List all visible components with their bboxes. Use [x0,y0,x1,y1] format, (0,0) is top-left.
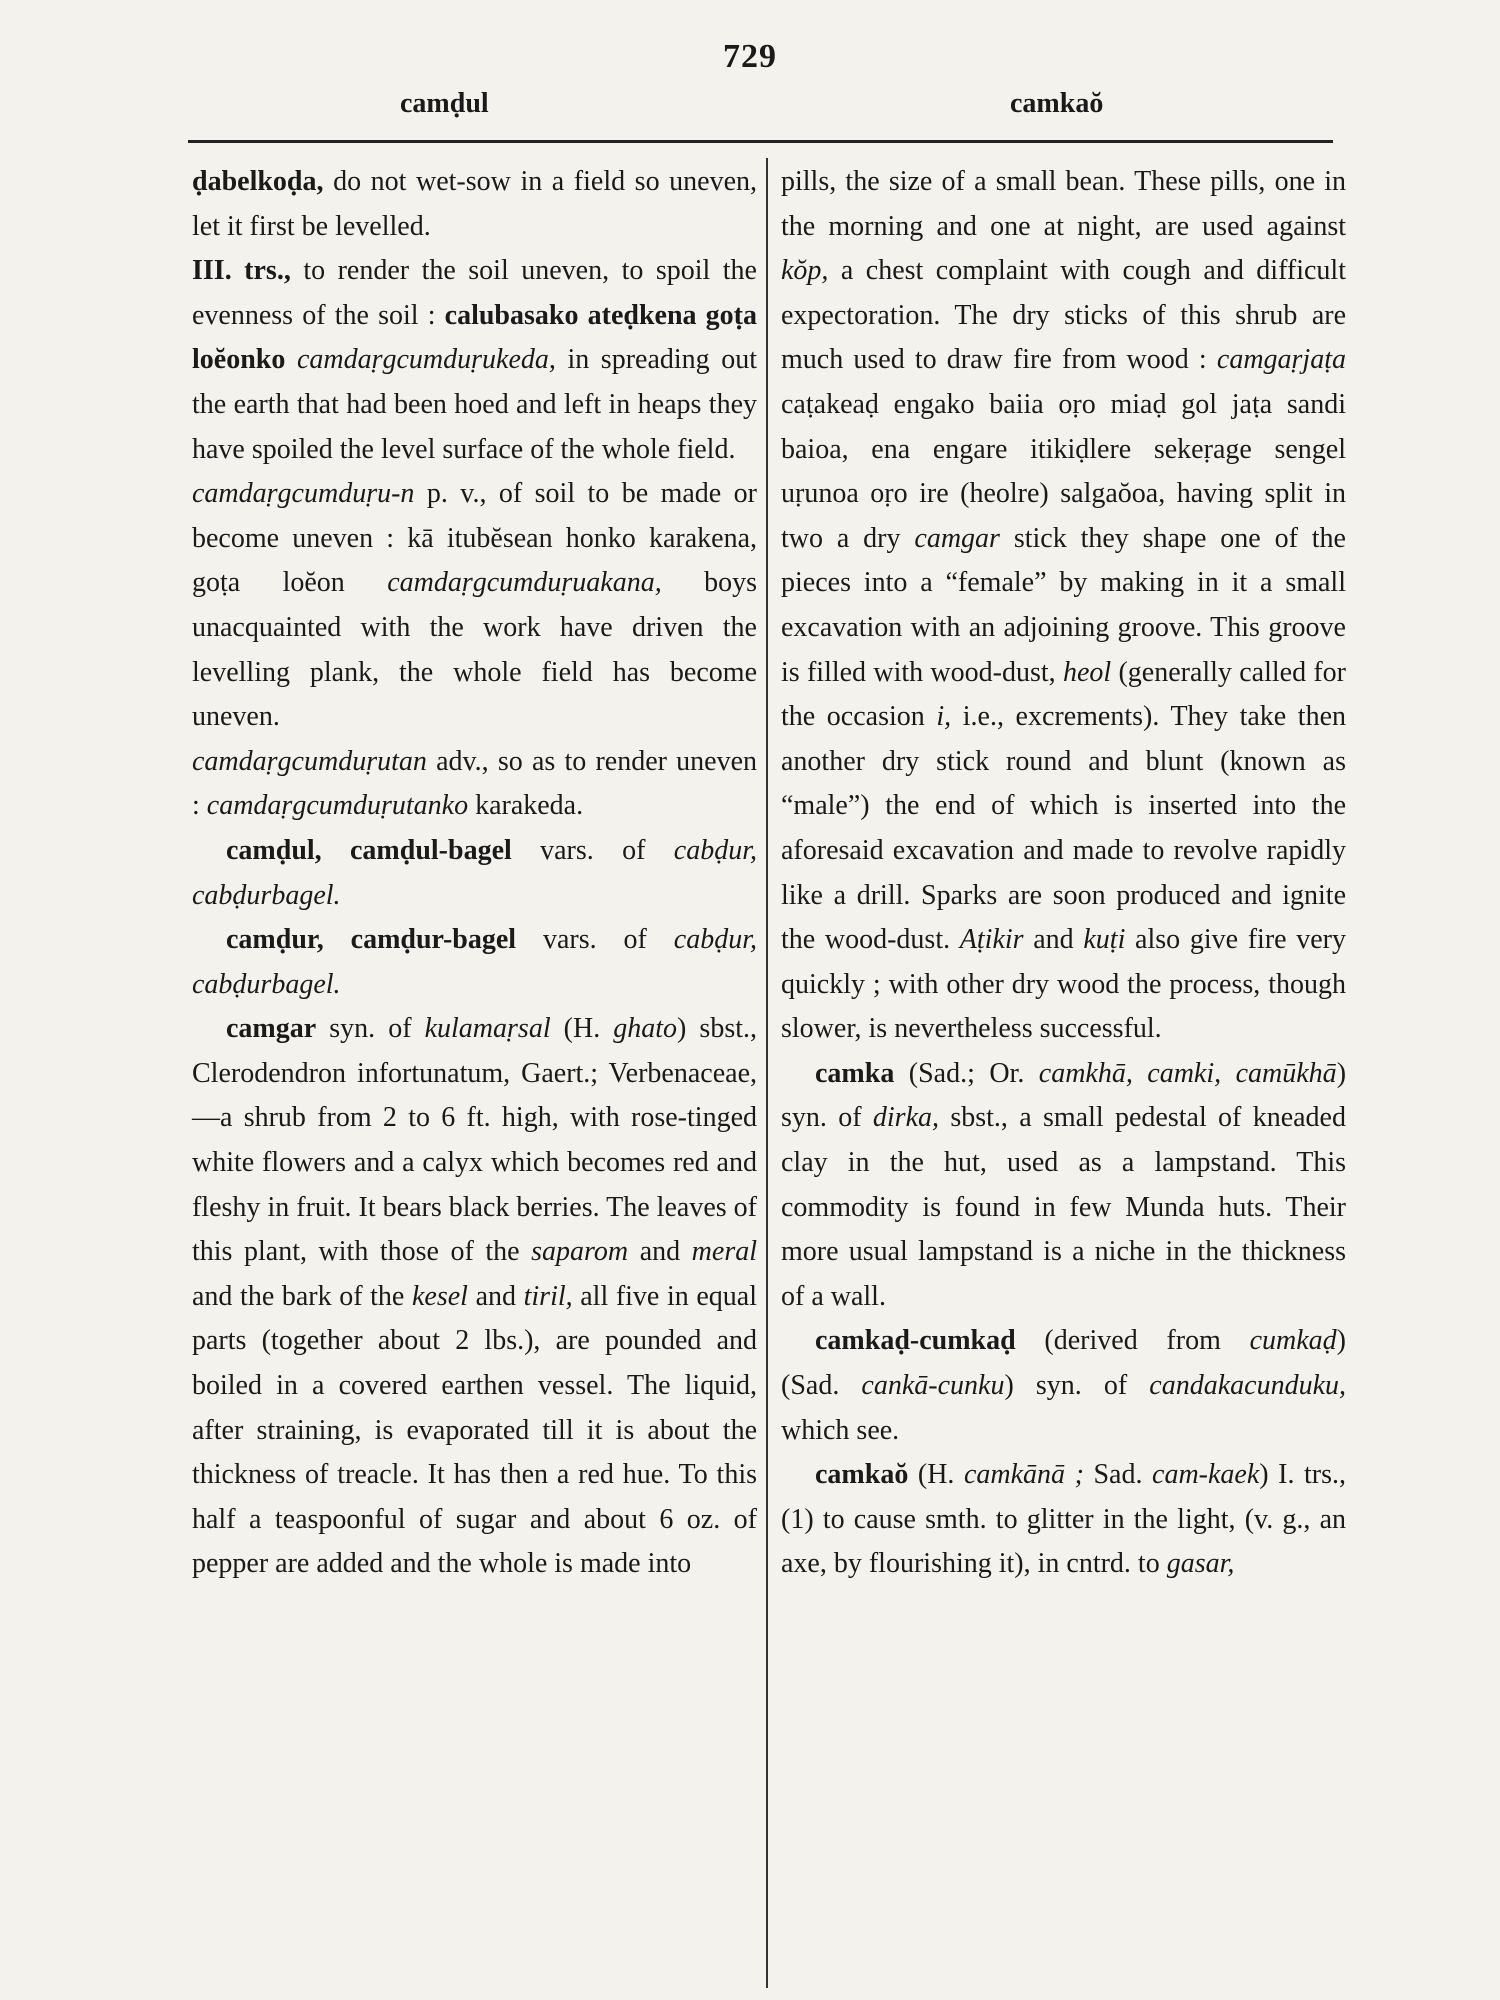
dictionary-paragraph [192,918,757,1007]
entry-text: caṭakeaḍ engako baiia oṛo miaḍ gol jaṭa sandi baioa, ena engare itikiḍlere sekeṛage sengel uṛunoa oṛo ire (heolre) salgaŏoa, having split in two a dry [781,388,1346,554]
entry-text: ) syn. of [781,1057,1347,1134]
italic-term: candakacunduku, [1149,1370,1347,1402]
page-number: 729 [723,38,777,75]
entry-headword: camḍul, camḍul-bagel [226,834,512,866]
entry-text: and [467,1280,524,1312]
entry-text: pills, the size of a small bean. These pills, one in the morning and one at night, are used against [781,166,1346,242]
entry-headword: camkaŏ [815,1459,909,1491]
italic-term: camgaṛjaṭa [1216,344,1346,376]
italic-term: camkānā ; [963,1459,1084,1491]
entry-text: ) I. trs., (1) to cause smth. to glitter in the light, (v. g., an axe, by flourishing it), in cntrd. to [781,1459,1347,1580]
entry-text: and the bark of the [192,1280,412,1312]
entry-text: also give fire very quickly ; with other dry wood the process, though slower, is nevertheless successful. [781,924,1346,1045]
entry-text: and [628,1236,692,1268]
italic-term: camdaṛgcumduṛutan [192,745,427,777]
italic-term: camūkhā [1235,1057,1337,1089]
entry-text: in spreading out the earth that had been hoed and left in heaps they have spoiled the level surface of the whole field. [192,344,758,465]
entry-text: i.e., excrements). They take then another dry stick round and blunt (known as “male”) the end of which is inserted into the aforesaid excavation and made to revolve rapidly like a drill. Sparks are soon produced and ignite the wood-dust. [781,701,1346,956]
dictionary-paragraph [781,1453,1346,1587]
dictionary-paragraph [192,472,757,740]
entry-text: adv., so as to render uneven : [192,745,757,822]
running-headword-right: camkaŏ [1010,88,1104,119]
entry-text: Sad. [1083,1459,1153,1491]
entry-headword: III. trs., [192,255,291,287]
entry-headword: camka [815,1057,895,1089]
dictionary-paragraph [192,829,757,918]
entry-text: sbst., a small pedestal of kneaded clay in the hut, used as a lampstand. This commodity is found in few Munda huts. Their more usual lampstand is a niche in the thickness of a wall. [781,1102,1346,1312]
italic-term: gasar, [1166,1548,1235,1580]
entry-text: (derived from [1015,1325,1250,1357]
entry-text [285,344,297,375]
italic-term: cam-kaek [1152,1459,1260,1491]
entry-text: and [1023,924,1084,956]
italic-term: camdaṛgcumduṛu-n [192,478,415,510]
italic-term: camdaṛgcumduṛuakana, [387,567,662,599]
entry-text: a chest complaint with cough and difficult expectoration. The dry sticks of this shrub are much used to draw fire from wood : [781,255,1346,376]
italic-term: i, [936,701,952,733]
running-headword-left: camḍul [400,88,489,119]
entry-text: (H. [550,1013,614,1045]
entry-text: ) sbst., Clerodendron infortunatum, Gaert.; Verbenaceae,—a shrub from 2 to 6 ft. high, with rose-tinged white flowers and a calyx which becomes red and fleshy in fruit. It bears black berries. The leaves of this plant, with those of the [192,1013,758,1268]
left-column [192,160,757,1587]
italic-term: kŏp, [781,255,829,287]
entry-text: syn. of [316,1013,425,1045]
italic-term: camkhā, camki, [1038,1057,1222,1089]
dictionary-paragraph [192,160,757,249]
entry-headword: ḍabelkoḍa, [192,166,324,197]
italic-term: camdaṛgcumduṛutanko [206,790,469,822]
entry-text: (Sad.; Or. [894,1057,1039,1089]
italic-term: tiril, [523,1280,573,1312]
dictionary-paragraph [781,160,1346,1052]
entry-text: (H. [908,1459,964,1491]
dictionary-paragraph [781,1319,1346,1453]
right-column [781,160,1346,1587]
entry-text: p. v., of soil to be made or become uneven : kā itubĕsean honko karakena, goṭa loĕon [192,478,757,599]
italic-term: cabḍur, cabḍurbagel. [192,924,757,1000]
entry-text: stick they shape one of the pieces into a “female” by making in it a small excavation with an adjoining groove. This groove is filled with wood-dust, [781,522,1346,688]
entry-text: to render the soil uneven, to spoil the evenness of the soil : [192,255,757,331]
dictionary-paragraph [192,249,757,472]
italic-term: kesel [411,1280,468,1312]
italic-term: meral [691,1236,757,1268]
entry-headword: calubasako ateḍkena goṭa loĕonko [192,299,757,376]
entry-text: (generally called for the occasion [781,656,1347,733]
entry-text: vars. of [516,924,674,956]
entry-text: boys unacquainted with the work have driven the levelling plank, the whole field has become uneven. [192,567,757,733]
italic-term: cumkaḍ [1249,1325,1337,1357]
italic-term: kulamaṛsal [424,1013,551,1045]
column-divider [766,158,768,1988]
entry-text: ) syn. of [1004,1370,1150,1402]
italic-term: Aṭikir [959,924,1024,956]
italic-term: ghato [613,1013,678,1045]
entry-text: vars. of [511,834,674,866]
entry-headword: camḍur, camḍur-bagel [226,924,517,956]
dictionary-paragraph [192,1007,757,1587]
entry-text [1221,1058,1235,1089]
entry-text: karakeda. [468,790,584,822]
italic-term: heol [1062,656,1112,688]
entry-text: do not wet-sow in a field so uneven, let it first be levelled. [192,166,757,242]
italic-term: camgar [914,522,1000,554]
entry-text: ) (Sad. [781,1325,1346,1402]
italic-term: kuṭi [1083,924,1126,956]
header-rule [188,140,1333,143]
italic-term: dirka, [872,1102,939,1134]
italic-term: camdaṛgcumduṛukeda, [296,344,556,376]
entry-headword: camgar [226,1013,317,1045]
entry-text: which see. [781,1414,900,1446]
italic-term: saparom [531,1236,629,1268]
entry-headword: camkaḍ-cumkaḍ [815,1325,1016,1357]
entry-text: all five in equal parts (together about 2 lbs.), are pounded and boiled in a covered earthen vessel. The liquid, after straining, is evaporated till it is about the thickness of treacle. It has then a red hue. To this half a teaspoonful of sugar and about 6 oz. of pepper are added and the whole is made into [192,1280,757,1580]
dictionary-paragraph [192,740,757,829]
italic-term: cabḍur, cabḍurbagel. [192,834,757,911]
italic-term: cankā-cunku [861,1370,1005,1402]
dictionary-paragraph [781,1052,1346,1320]
